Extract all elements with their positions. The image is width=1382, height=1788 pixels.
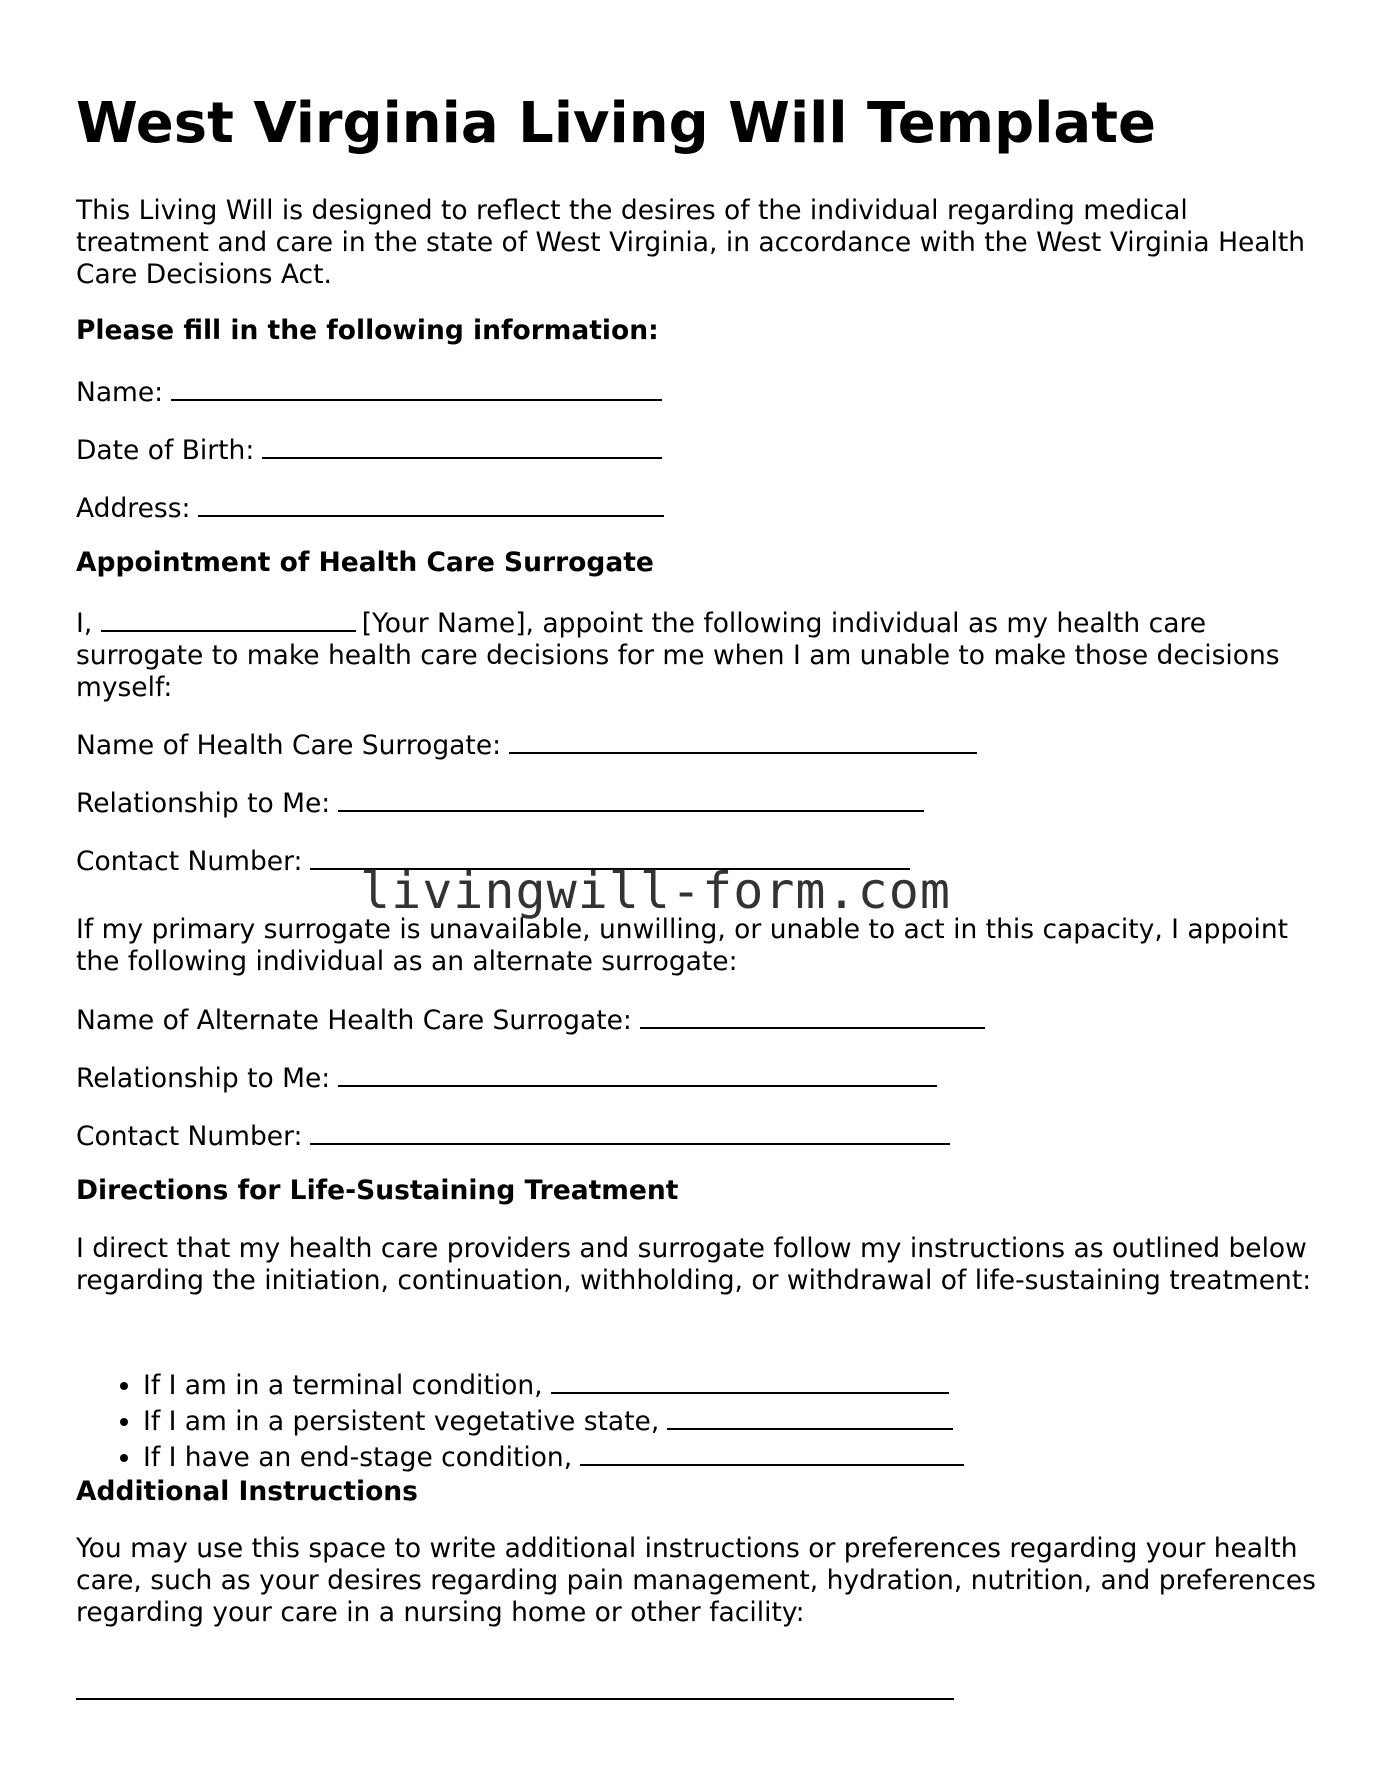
- additional-text: You may use this space to write additional instructions or preferences regarding your health care, such as your desires regarding pain management, hydration, nutrition, and preferences regarding your care in a nursing home or other facility:: [76, 1533, 1316, 1628]
- alt-name-label: Name of Alternate Health Care Surrogate:: [76, 1005, 632, 1036]
- surrogate-name-row: [76, 726, 1316, 762]
- dob-field-row: [76, 431, 1316, 467]
- alternate-intro: If my primary surrogate is unavailable, unwilling, or unable to act in this capacity, I appoint the following individual as an alternate surrogate:: [76, 914, 1289, 977]
- alt-relationship-blank[interactable]: [338, 1059, 937, 1087]
- dob-blank[interactable]: [262, 431, 662, 459]
- your-name-blank[interactable]: [101, 604, 356, 632]
- surrogate-name-label: Name of Health Care Surrogate:: [76, 730, 502, 761]
- page-title: West Virginia Living Will Template: [76, 91, 1156, 156]
- address-field-row: [76, 489, 1316, 525]
- list-item: [143, 1438, 1243, 1474]
- surrogate-relationship-blank[interactable]: [338, 784, 924, 812]
- watermark-text: livingwill-form.com: [360, 862, 951, 920]
- list-item: [143, 1402, 1243, 1438]
- alt-name-row: [76, 1001, 1316, 1037]
- intro-paragraph: This Living Will is designed to reflect the desires of the individual regarding medical treatment and care in the state of West Virginia, in accordance with the West Virginia Health Care Decisions Act.: [76, 195, 1306, 290]
- treatment-item-end-stage: If I have an end-stage condition,: [143, 1442, 573, 1473]
- dob-label: Date of Birth:: [76, 435, 255, 466]
- surrogate-heading: Appointment of Health Care Surrogate: [76, 547, 654, 578]
- treatment-heading: Directions for Life-Sustaining Treatment: [76, 1175, 679, 1206]
- list-item: [143, 1366, 1243, 1402]
- address-blank[interactable]: [198, 489, 664, 517]
- alt-relationship-label: Relationship to Me:: [76, 1063, 331, 1094]
- surrogate-relationship-row: [76, 784, 1316, 820]
- end-stage-blank[interactable]: [580, 1438, 964, 1466]
- additional-heading: Additional Instructions: [76, 1476, 418, 1507]
- appointment-paragraph: [76, 604, 1316, 704]
- surrogate-name-blank[interactable]: [509, 726, 977, 754]
- vegetative-blank[interactable]: [667, 1402, 953, 1430]
- fill-heading: Please fill in the following information:: [76, 315, 659, 346]
- treatment-list: [76, 1366, 1243, 1474]
- name-blank[interactable]: [171, 373, 662, 401]
- alt-contact-row: [76, 1117, 1316, 1153]
- additional-instructions-blank[interactable]: [76, 1698, 954, 1700]
- alt-contact-blank[interactable]: [310, 1117, 950, 1145]
- alt-relationship-row: [76, 1059, 1316, 1095]
- alt-name-blank[interactable]: [640, 1001, 985, 1029]
- treatment-item-vegetative: If I am in a persistent vegetative state,: [143, 1406, 660, 1437]
- surrogate-contact-label: Contact Number:: [76, 846, 303, 877]
- name-field-row: [76, 373, 1316, 409]
- treatment-item-terminal: If I am in a terminal condition,: [143, 1370, 543, 1401]
- appoint-prefix: I,: [76, 608, 93, 639]
- address-label: Address:: [76, 493, 191, 524]
- surrogate-relationship-label: Relationship to Me:: [76, 788, 331, 819]
- terminal-blank[interactable]: [551, 1366, 949, 1394]
- alt-contact-label: Contact Number:: [76, 1121, 303, 1152]
- treatment-intro: I direct that my health care providers and surrogate follow my instructions as outlined below regarding the initiation, continuation, withholding, or withdrawal of life-sustaining treatment:: [76, 1233, 1312, 1296]
- name-label: Name:: [76, 377, 164, 408]
- appoint-text: [Your Name], appoint the following individual as my health care surrogate to make health care decisions for me when I am unable to make those decisions myself:: [76, 608, 1280, 703]
